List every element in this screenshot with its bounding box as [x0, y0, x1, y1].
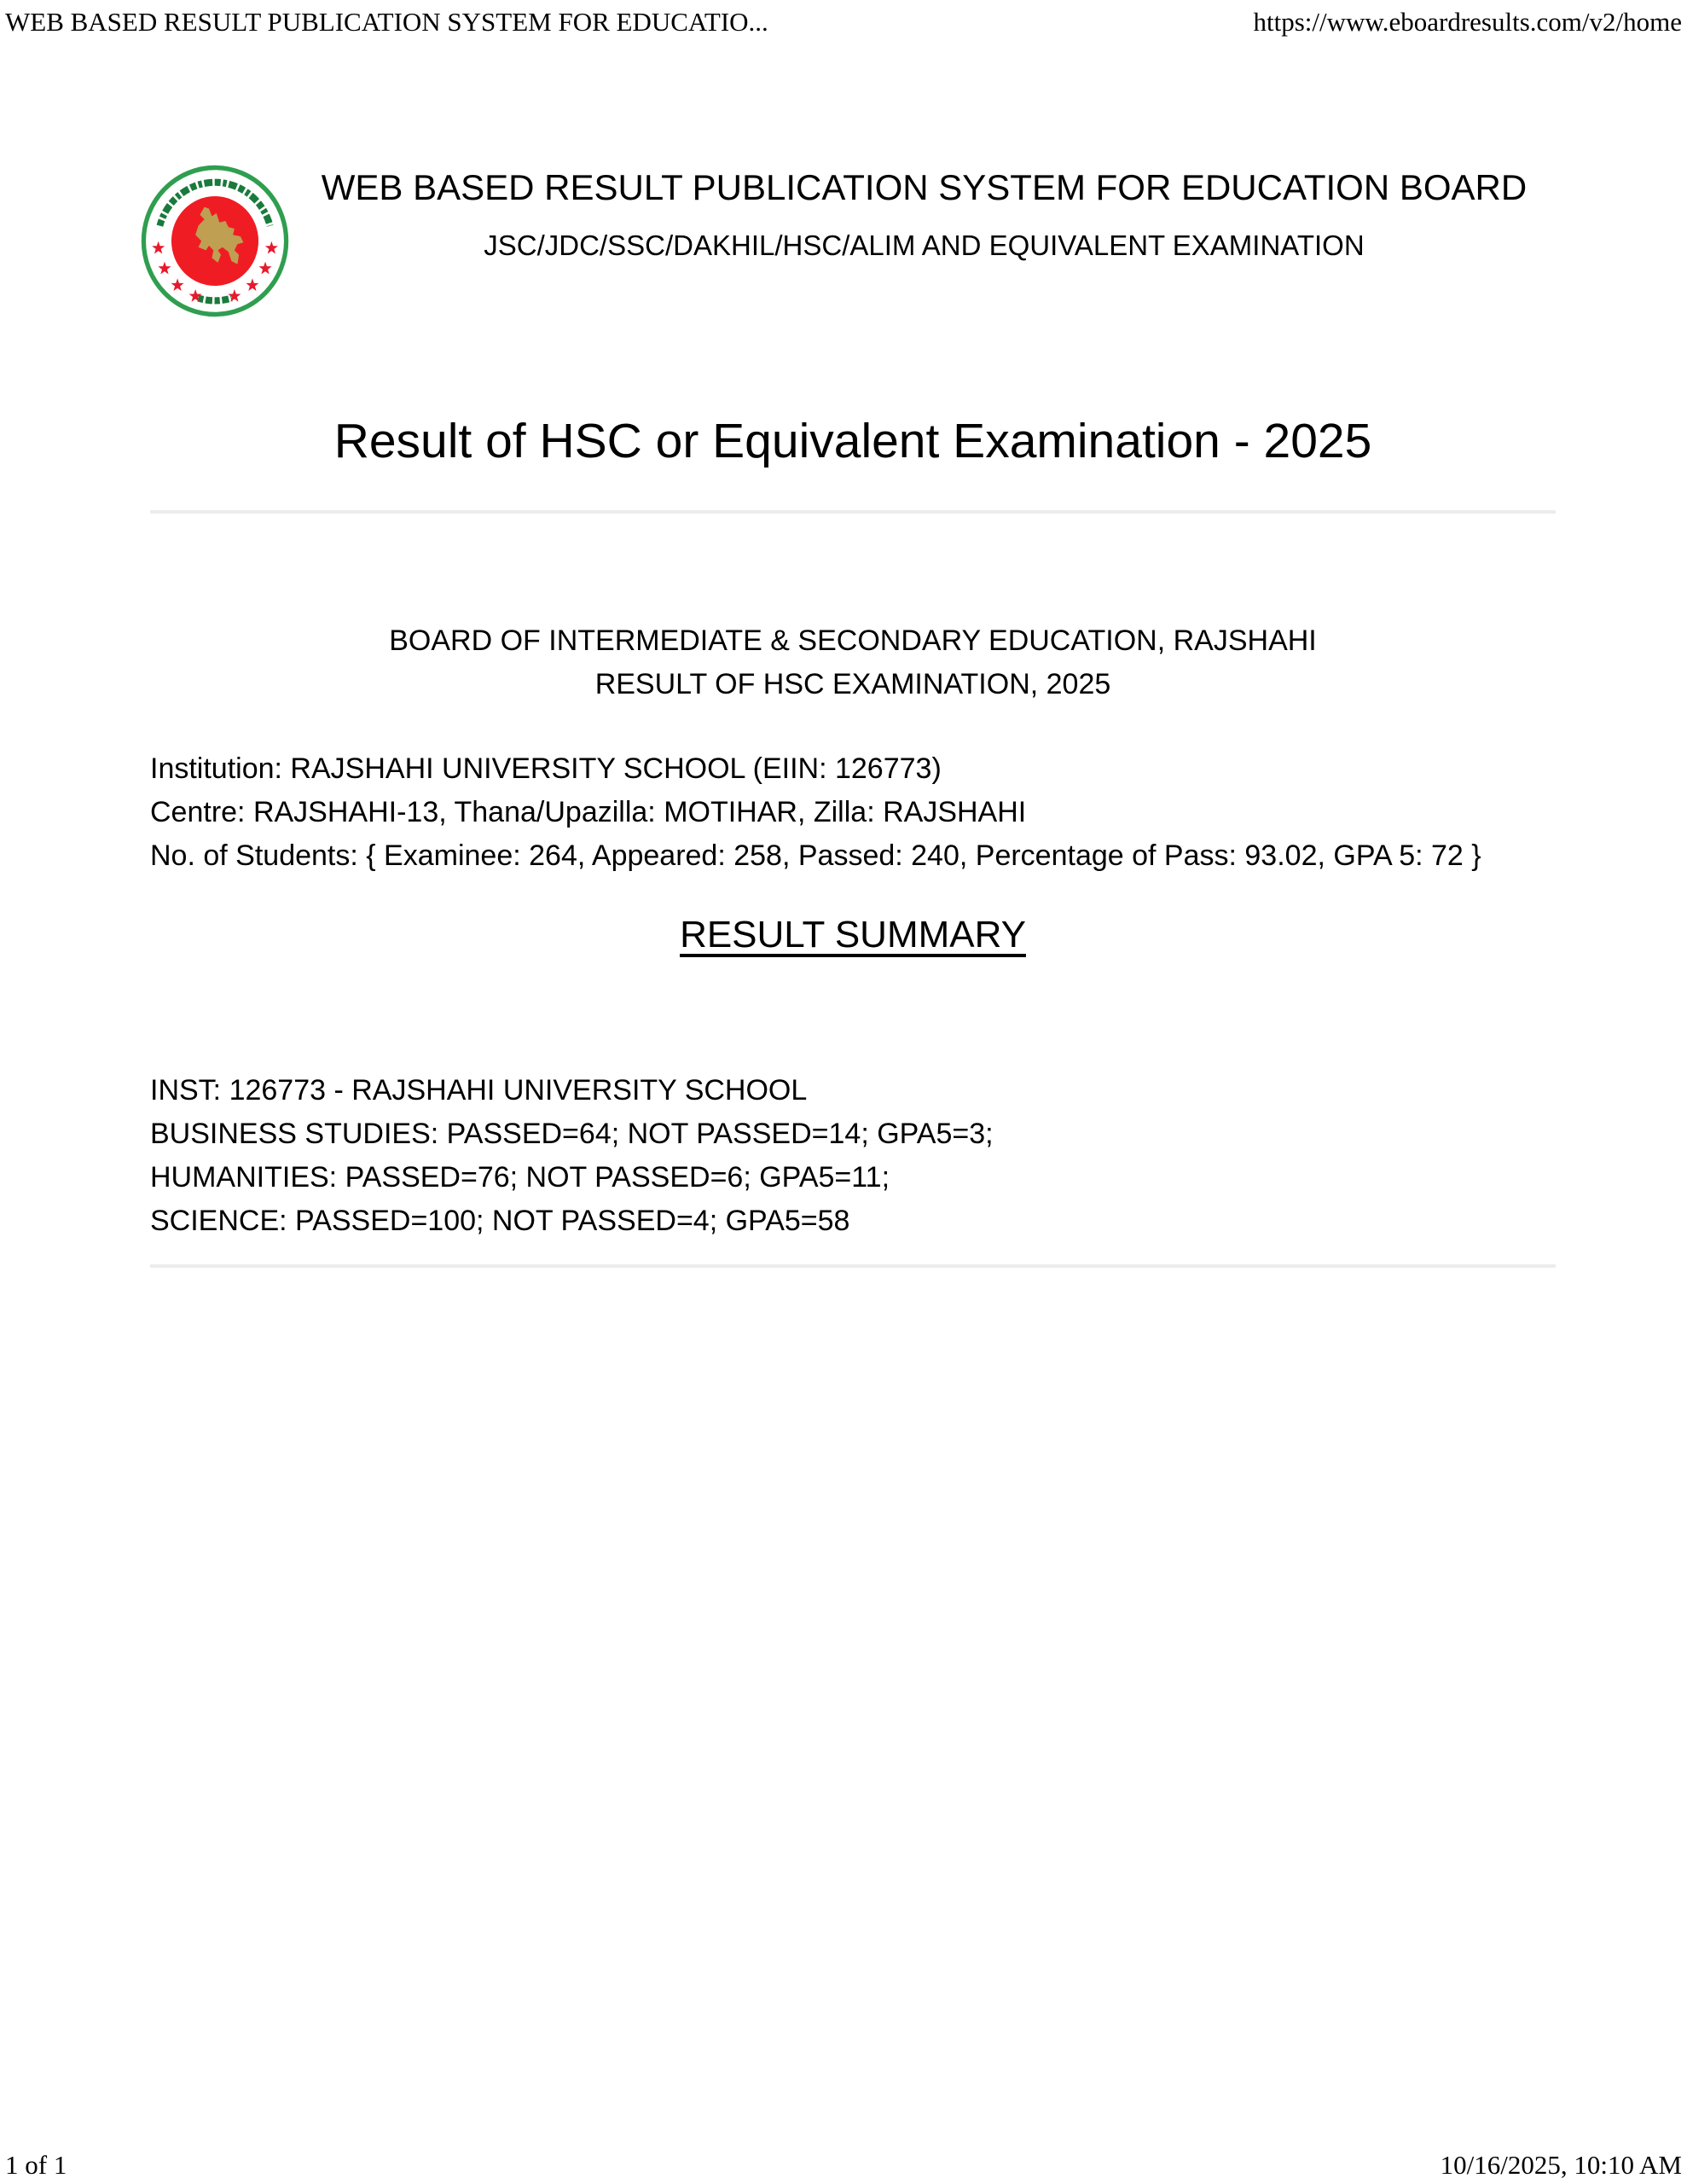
summary-business-line: BUSINESS STUDIES: PASSED=64; NOT PASSED=14; GPA5=3;	[150, 1118, 994, 1150]
bangladesh-government-seal-icon	[140, 164, 290, 318]
print-footer-page-number: 1 of 1	[5, 2150, 67, 2180]
institution-section	[150, 747, 1556, 878]
summary-science-line: SCIENCE: PASSED=100; NOT PASSED=4; GPA5=58	[150, 1205, 850, 1237]
print-header-url: https://www.eboardresults.com/v2/home	[1253, 7, 1682, 37]
divider-bottom	[150, 1264, 1556, 1268]
site-title: WEB BASED RESULT PUBLICATION SYSTEM FOR EDUCATION BOARD	[321, 167, 1528, 207]
exam-name: RESULT OF HSC EXAMINATION, 2025	[594, 668, 1111, 700]
print-header	[5, 7, 1682, 38]
centre-line: Centre: RAJSHAHI-13, Thana/Upazilla: MOTIHAR, Zilla: RAJSHAHI	[150, 796, 1027, 828]
board-name: BOARD OF INTERMEDIATE & SECONDARY EDUCATION, RAJSHAHI	[389, 624, 1317, 657]
page-title: Result of HSC or Equivalent Examination - 2025	[333, 414, 1372, 468]
print-footer-datetime: 10/16/2025, 10:10 AM	[1440, 2150, 1682, 2180]
masthead	[293, 166, 1556, 263]
students-line: No. of Students: { Examinee: 264, Appeared: 258, Passed: 240, Percentage of Pass: 93.02, GPA 5: 72 }	[150, 839, 1481, 872]
board-section	[150, 619, 1556, 706]
print-footer	[5, 2150, 1682, 2181]
print-header-title: WEB BASED RESULT PUBLICATION SYSTEM FOR EDUCATIO...	[5, 7, 768, 37]
summary-inst-line: INST: 126773 - RAJSHAHI UNIVERSITY SCHOOL	[150, 1074, 808, 1107]
site-subtitle: JSC/JDC/SSC/DAKHIL/HSC/ALIM AND EQUIVALENT EXAMINATION	[484, 229, 1365, 261]
divider-top	[150, 510, 1556, 514]
result-summary-heading: RESULT SUMMARY	[680, 914, 1026, 956]
institution-line: Institution: RAJSHAHI UNIVERSITY SCHOOL (EIIN: 126773)	[150, 752, 942, 785]
result-summary-section	[150, 1069, 1556, 1243]
result-summary-heading-wrap	[150, 913, 1556, 957]
summary-humanities-line: HUMANITIES: PASSED=76; NOT PASSED=6; GPA5=11;	[150, 1161, 890, 1194]
